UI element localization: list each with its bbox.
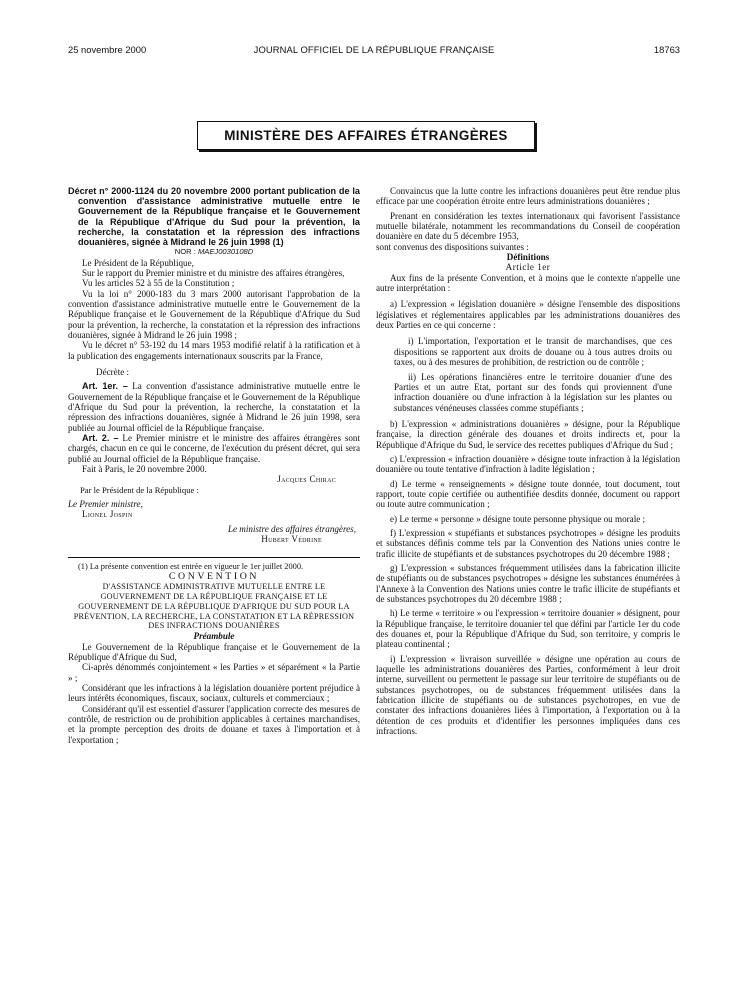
preamble-paragraph: Le Gouvernement de la République française et le Gouvernement de la République d'Afrique du Sud, [68, 641, 360, 662]
definition-f: f) L'expression « stupéfiants et substances psychotropes » désigne les produits et substances définis comme tels par la Convention des Nations unies contre le trafic illicite de stupéfiants et de substances psychotropes du 20 décembre 1988 ; [376, 527, 680, 559]
preamble-paragraph: Convaincus que la lutte contre les infractions douanières peut être rendue plus efficace par une coopération étroite entre leurs administrations douanières ; [376, 186, 680, 207]
ministry-heading-box [197, 121, 535, 150]
done-at-line: Fait à Paris, le 20 novembre 2000. [82, 464, 207, 475]
preamble-paragraph: Prenant en considération les textes internationaux qui favorisent l'assistance mutuelle bilatérale, notamment les recommandations du Conseil de coopération douanière en date du 5 décembre 1953, [376, 210, 680, 242]
nor-label: NOR : [174, 247, 196, 257]
definition-a-ii: ii) Les opérations financières entre le territoire douanier d'une des Parties et un autre Etat, portant sur des fonds qui proviennent d'une infraction douanière ou d'une infraction à la législation sur les plantes ou substances vénéneuses classées comme stupéfiants ; [394, 371, 672, 413]
article-1-paragraph [68, 381, 360, 433]
header-date: 25 novembre 2000 [68, 44, 147, 55]
definition-e: e) Le terme « personne » désigne toute personne physique ou morale ; [390, 513, 646, 524]
article-1-text: La convention d'assistance administrative mutuelle entre le Gouvernement de la République française et le Gouvernement de la République d'Afrique du Sud pour la prévention, la recherche, la constatation et la répression des infractions douanières, signée à Midrand le 26 juin 1998, sera publiée au Journal officiel de la République française. [68, 381, 361, 433]
preamble-paragraph: Considérant qu'il est essentiel d'assurer l'application correcte des mesures de contrôle, de restriction ou de prohibition applicables à certaines marchandises, et la prompte perception des droits de douane et taxes à l'importation et à l'exportation ; [68, 703, 360, 745]
minister-signature: Hubert Védrine [261, 534, 322, 545]
article-2-label: Art. 2. – [82, 433, 119, 444]
definition-a-i: i) L'importation, l'exportation et le transit de marchandises, que ces dispositions se rapportent aux droits de douane ou à tous autres droits ou taxes, ou à des mesures de prohibition, de restriction ou de contrôle ; [394, 336, 672, 368]
nor-reference [68, 247, 360, 257]
pm-signature: Lionel Jospin [82, 509, 133, 520]
header-journal-title: JOURNAL OFFICIEL DE LA RÉPUBLIQUE FRANÇAISE [253, 44, 495, 55]
minister-title: Le ministre des affaires étrangères, [227, 523, 356, 534]
pm-title: Le Premier ministre, [68, 499, 143, 510]
definitions-heading: Définitions [506, 252, 550, 263]
agreed-line: sont convenus des dispositions suivantes : [376, 241, 529, 252]
header-page-number: 18763 [653, 44, 680, 55]
convention-subtitle: D'ASSISTANCE ADMINISTRATIVE MUTUELLE ENTRE LE GOUVERNEMENT DE LA RÉPUBLIQUE FRANÇAISE ET LE GOUVERNEMENT DE LA RÉPUBLIQUE D'AFRIQUE DU SUD POUR LA PRÉVENTION, LA RECHERCHE, LA CONSTATATION ET LA RÉPRESSION DES INFRACTIONS DOUANIÈRES [73, 582, 355, 631]
president-signature: Jacques Chirac [277, 474, 336, 485]
article-1-heading: Article 1er [505, 262, 551, 273]
definition-h: h) Le terme « territoire » ou l'expression « territoire douanier » désignent, pour la République française, le territoire douanier tel que défini par l'article 1er du code des douanes et, pour la République d'Afrique du Sud, son territoire, y compris le plateau continental ; [376, 608, 680, 650]
definition-i: i) L'expression « livraison surveillée » désigne une opération au cours de laquelle les administrations douanières des Parties, conformément à leur droit interne, surveillent ou permettent le passage sur leur territoire de stupéfiants ou de substances psychotropes, ou de substances fréquemment utilisées dans la fabrication illicite de stupéfiants ou de substances psychotropes, en vue de constater des infractions douanières liées à l'importation, à l'exportation ou à la détention de ces produits et d'identifier les personnes impliquées dans ces infractions. [376, 653, 680, 737]
preamble-paragraph: Considérant que les infractions à la législation douanière portent préjudice à leurs intérêts économiques, fiscaux, sociaux, culturels et commerciaux ; [68, 682, 360, 704]
preamble-heading: Préambule [193, 631, 235, 642]
left-column [68, 186, 360, 745]
convention-title: CONVENTION [168, 570, 260, 582]
decree-title: Décret n° 2000-1124 du 20 novembre 2000 portant publication de la convention d'assistance administrative mutuelle entre le Gouvernement de la République française et le Gouvernement de la République d'Afrique du Sud pour la prévention, la recherche, la constatation et la répression des infractions douanières, signée à Midrand le 26 juin 1998 (1) [68, 186, 360, 248]
decree-paragraph: Vu le décret n° 53-192 du 14 mars 1953 modifié relatif à la ratification et à la publication des engagements internationaux souscrits par la France, [68, 340, 360, 361]
decree-paragraph: Vu la loi n° 2000-183 du 3 mars 2000 autorisant l'approbation de la convention d'assistance administrative mutuelle entre le Gouvernement de la République française et le Gouvernement de la République d'Afrique du Sud pour la prévention, la recherche, la constatation et la répression des infractions douanières, signée à Midrand le 26 juin 1998 ; [68, 288, 360, 340]
preamble-paragraph: Ci-après dénommés conjointement « les Parties » et séparément « la Partie » ; [68, 662, 360, 683]
right-column [376, 186, 680, 737]
article-2-paragraph [68, 433, 360, 464]
definition-b: b) L'expression « administrations douanières » désigne, pour la République française, la direction générale des douanes et droits indirects et, pour la République d'Afrique du Sud, le service des recettes publiques d'Afrique du Sud ; [376, 418, 680, 450]
definition-a: a) L'expression « législation douanière » désigne l'ensemble des dispositions législatives et réglementaires applicables par les administrations douanières des deux Parties en ce qui concerne : [376, 299, 680, 331]
page-header [68, 44, 680, 58]
definition-c: c) L'expression « infraction douanière » désigne toute infraction à la législation douanière ou toute tentative d'infraction à ladite législation ; [376, 453, 680, 475]
nor-code: MAEJ0030108D [197, 247, 254, 257]
par-le-president: Par le Président de la République : [80, 484, 199, 495]
footnote: (1) La présente convention est entrée en vigueur le 1er juillet 2000. [78, 561, 304, 571]
decree-paragraph: Le Président de la République, [82, 257, 194, 268]
definitions-intro: Aux fins de la présente Convention, et à moins que le contexte n'appelle une autre interprétation : [376, 272, 680, 294]
decrete-label: Décrète : [96, 367, 130, 377]
definition-a-subitems [376, 336, 680, 412]
definition-g: g) L'expression « substances fréquemment utilisées dans la fabrication illicite de stupéfiants ou de substances psychotropes » désigne les substances énumérées à l'Annexe à la Convention des Nations unies contre le trafic illicite de stupéfiants et de substances psychotropes du 20 décembre 1988 ; [376, 563, 680, 605]
decree-paragraph: Sur le rapport du Premier ministre et du ministre des affaires étrangères, [82, 267, 345, 278]
article-1-label: Art. 1er. – [82, 381, 128, 392]
footnote-rule [68, 557, 360, 558]
ministry-heading: MINISTÈRE DES AFFAIRES ÉTRANGÈRES [224, 128, 508, 143]
definition-d: d) Le terme « renseignements » désigne toute donnée, tout document, tout rapport, toute copie certifiée ou authentifiée desdits donnée, document ou rapport ou toute autre communication ; [376, 478, 680, 510]
decree-paragraph: Vu les articles 52 à 55 de la Constitution ; [82, 278, 235, 289]
article-2-text: Le Premier ministre et le ministre des affaires étrangères sont chargés, chacun en ce qui le concerne, de l'exécution du présent décret, qui sera publié au Journal officiel de la République française. [68, 433, 360, 464]
